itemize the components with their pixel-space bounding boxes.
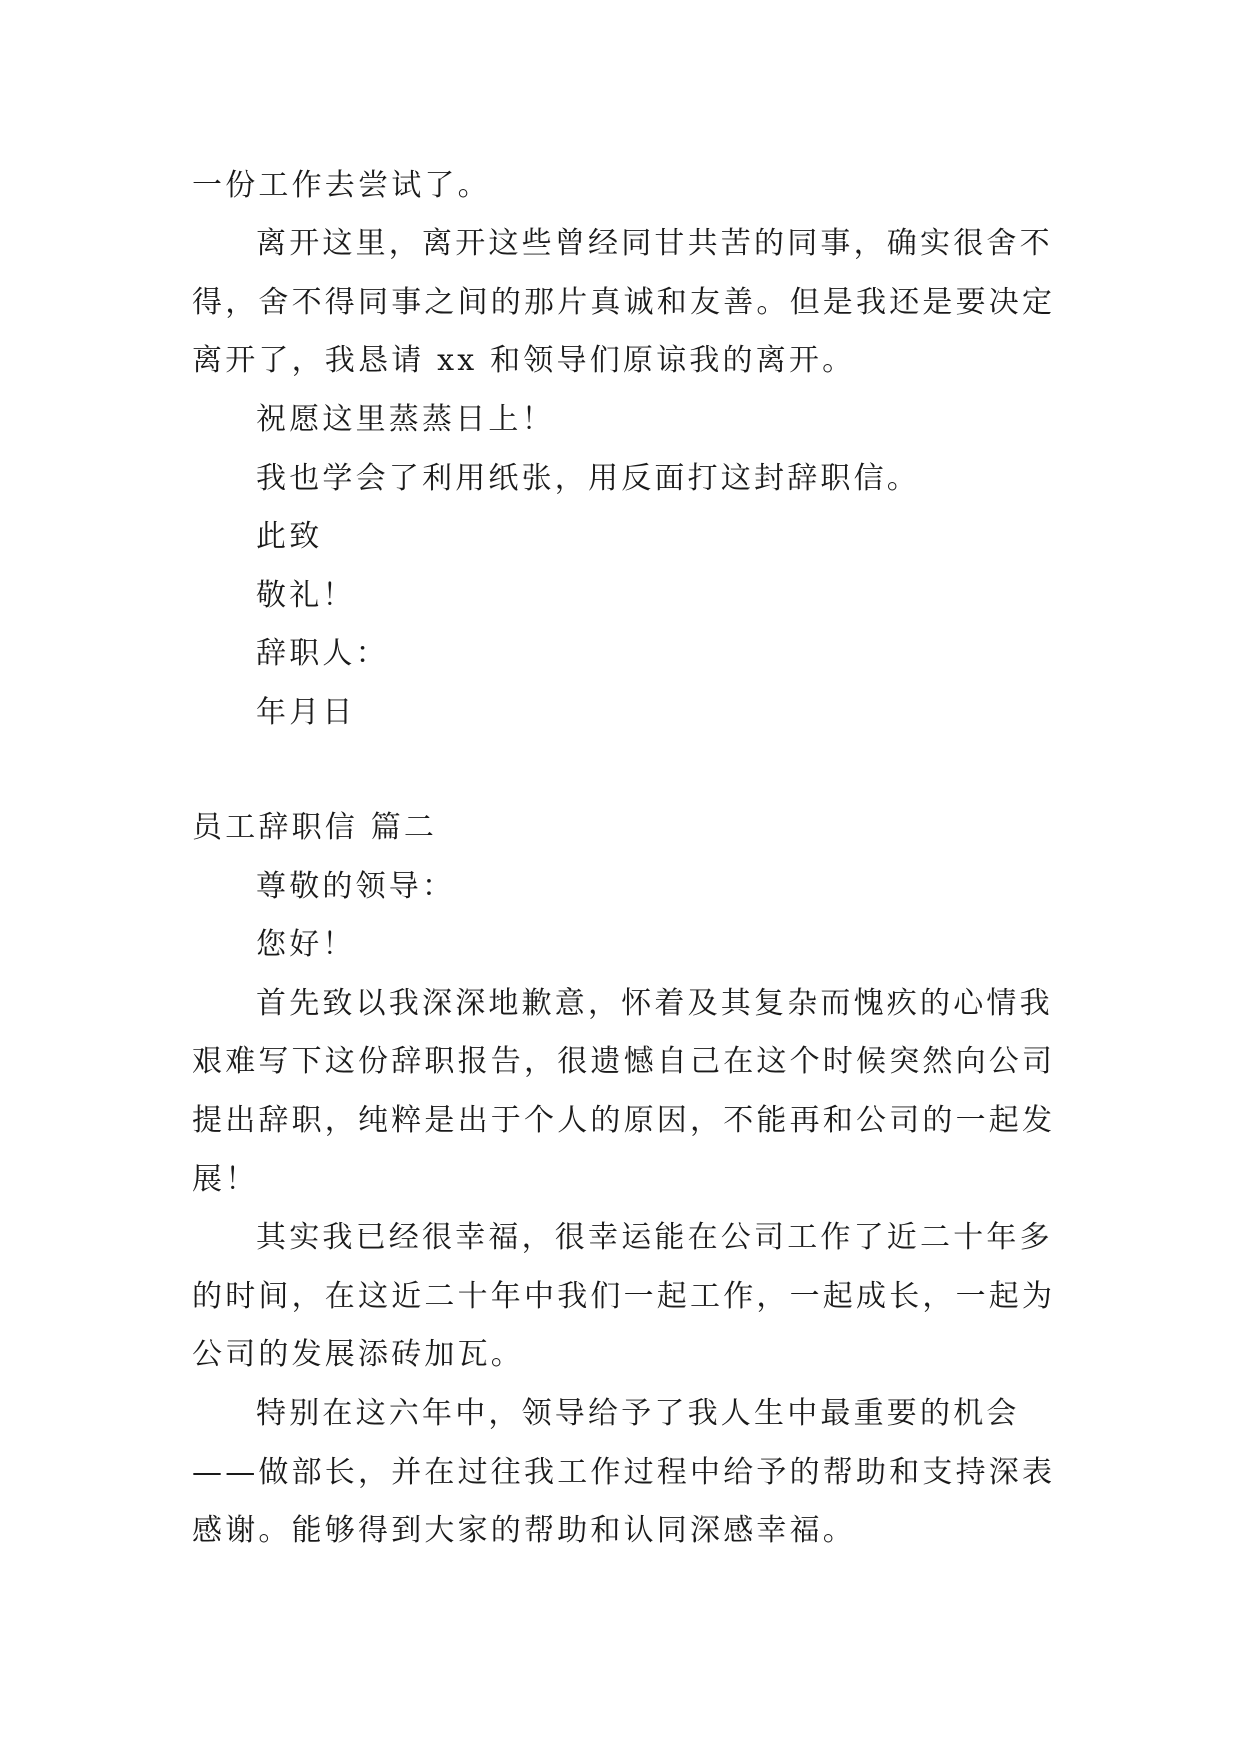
section-heading: 员工辞职信 篇二 xyxy=(192,810,438,845)
text-line: 一份工作去尝试了。 xyxy=(192,168,491,203)
text-line: 离开这里，离开这些曾经同甘共苦的同事，确实很舍不 xyxy=(256,226,1053,261)
text-line: 提出辞职，纯粹是出于个人的原因，不能再和公司的一起发 xyxy=(192,1103,1056,1138)
text-line: 的时间，在这近二十年中我们一起工作，一起成长，一起为 xyxy=(192,1279,1056,1314)
text-line: 展！ xyxy=(192,1162,259,1197)
text-line: 祝愿这里蒸蒸日上！ xyxy=(256,402,555,437)
text-line: 敬礼！ xyxy=(256,578,356,613)
text-line: 其实我已经很幸福，很幸运能在公司工作了近二十年多 xyxy=(256,1220,1053,1255)
text-line: 您好！ xyxy=(256,927,356,962)
text-line: 年月日 xyxy=(256,695,356,730)
text-line: 离开了，我恳请 xx 和领导们原谅我的离开。 xyxy=(192,343,856,378)
text-line: 首先致以我深深地歉意，怀着及其复杂而愧疚的心情我 xyxy=(256,986,1053,1021)
text-line: 我也学会了利用纸张，用反面打这封辞职信。 xyxy=(256,461,920,496)
text-line: ——做部长，并在过往我工作过程中给予的帮助和支持深表 xyxy=(192,1455,1056,1490)
text-line: 尊敬的领导： xyxy=(256,869,456,904)
text-line: 此致 xyxy=(256,519,323,554)
text-line: 感谢。能够得到大家的帮助和认同深感幸福。 xyxy=(192,1513,856,1548)
text-line: 特别在这六年中，领导给予了我人生中最重要的机会 xyxy=(256,1396,1020,1431)
text-line: 艰难写下这份辞职报告，很遗憾自己在这个时候突然向公司 xyxy=(192,1044,1056,1079)
text-line: 辞职人： xyxy=(256,636,389,671)
text-line: 公司的发展添砖加瓦。 xyxy=(192,1337,524,1372)
text-line: 得，舍不得同事之间的那片真诚和友善。但是我还是要决定 xyxy=(192,285,1056,320)
